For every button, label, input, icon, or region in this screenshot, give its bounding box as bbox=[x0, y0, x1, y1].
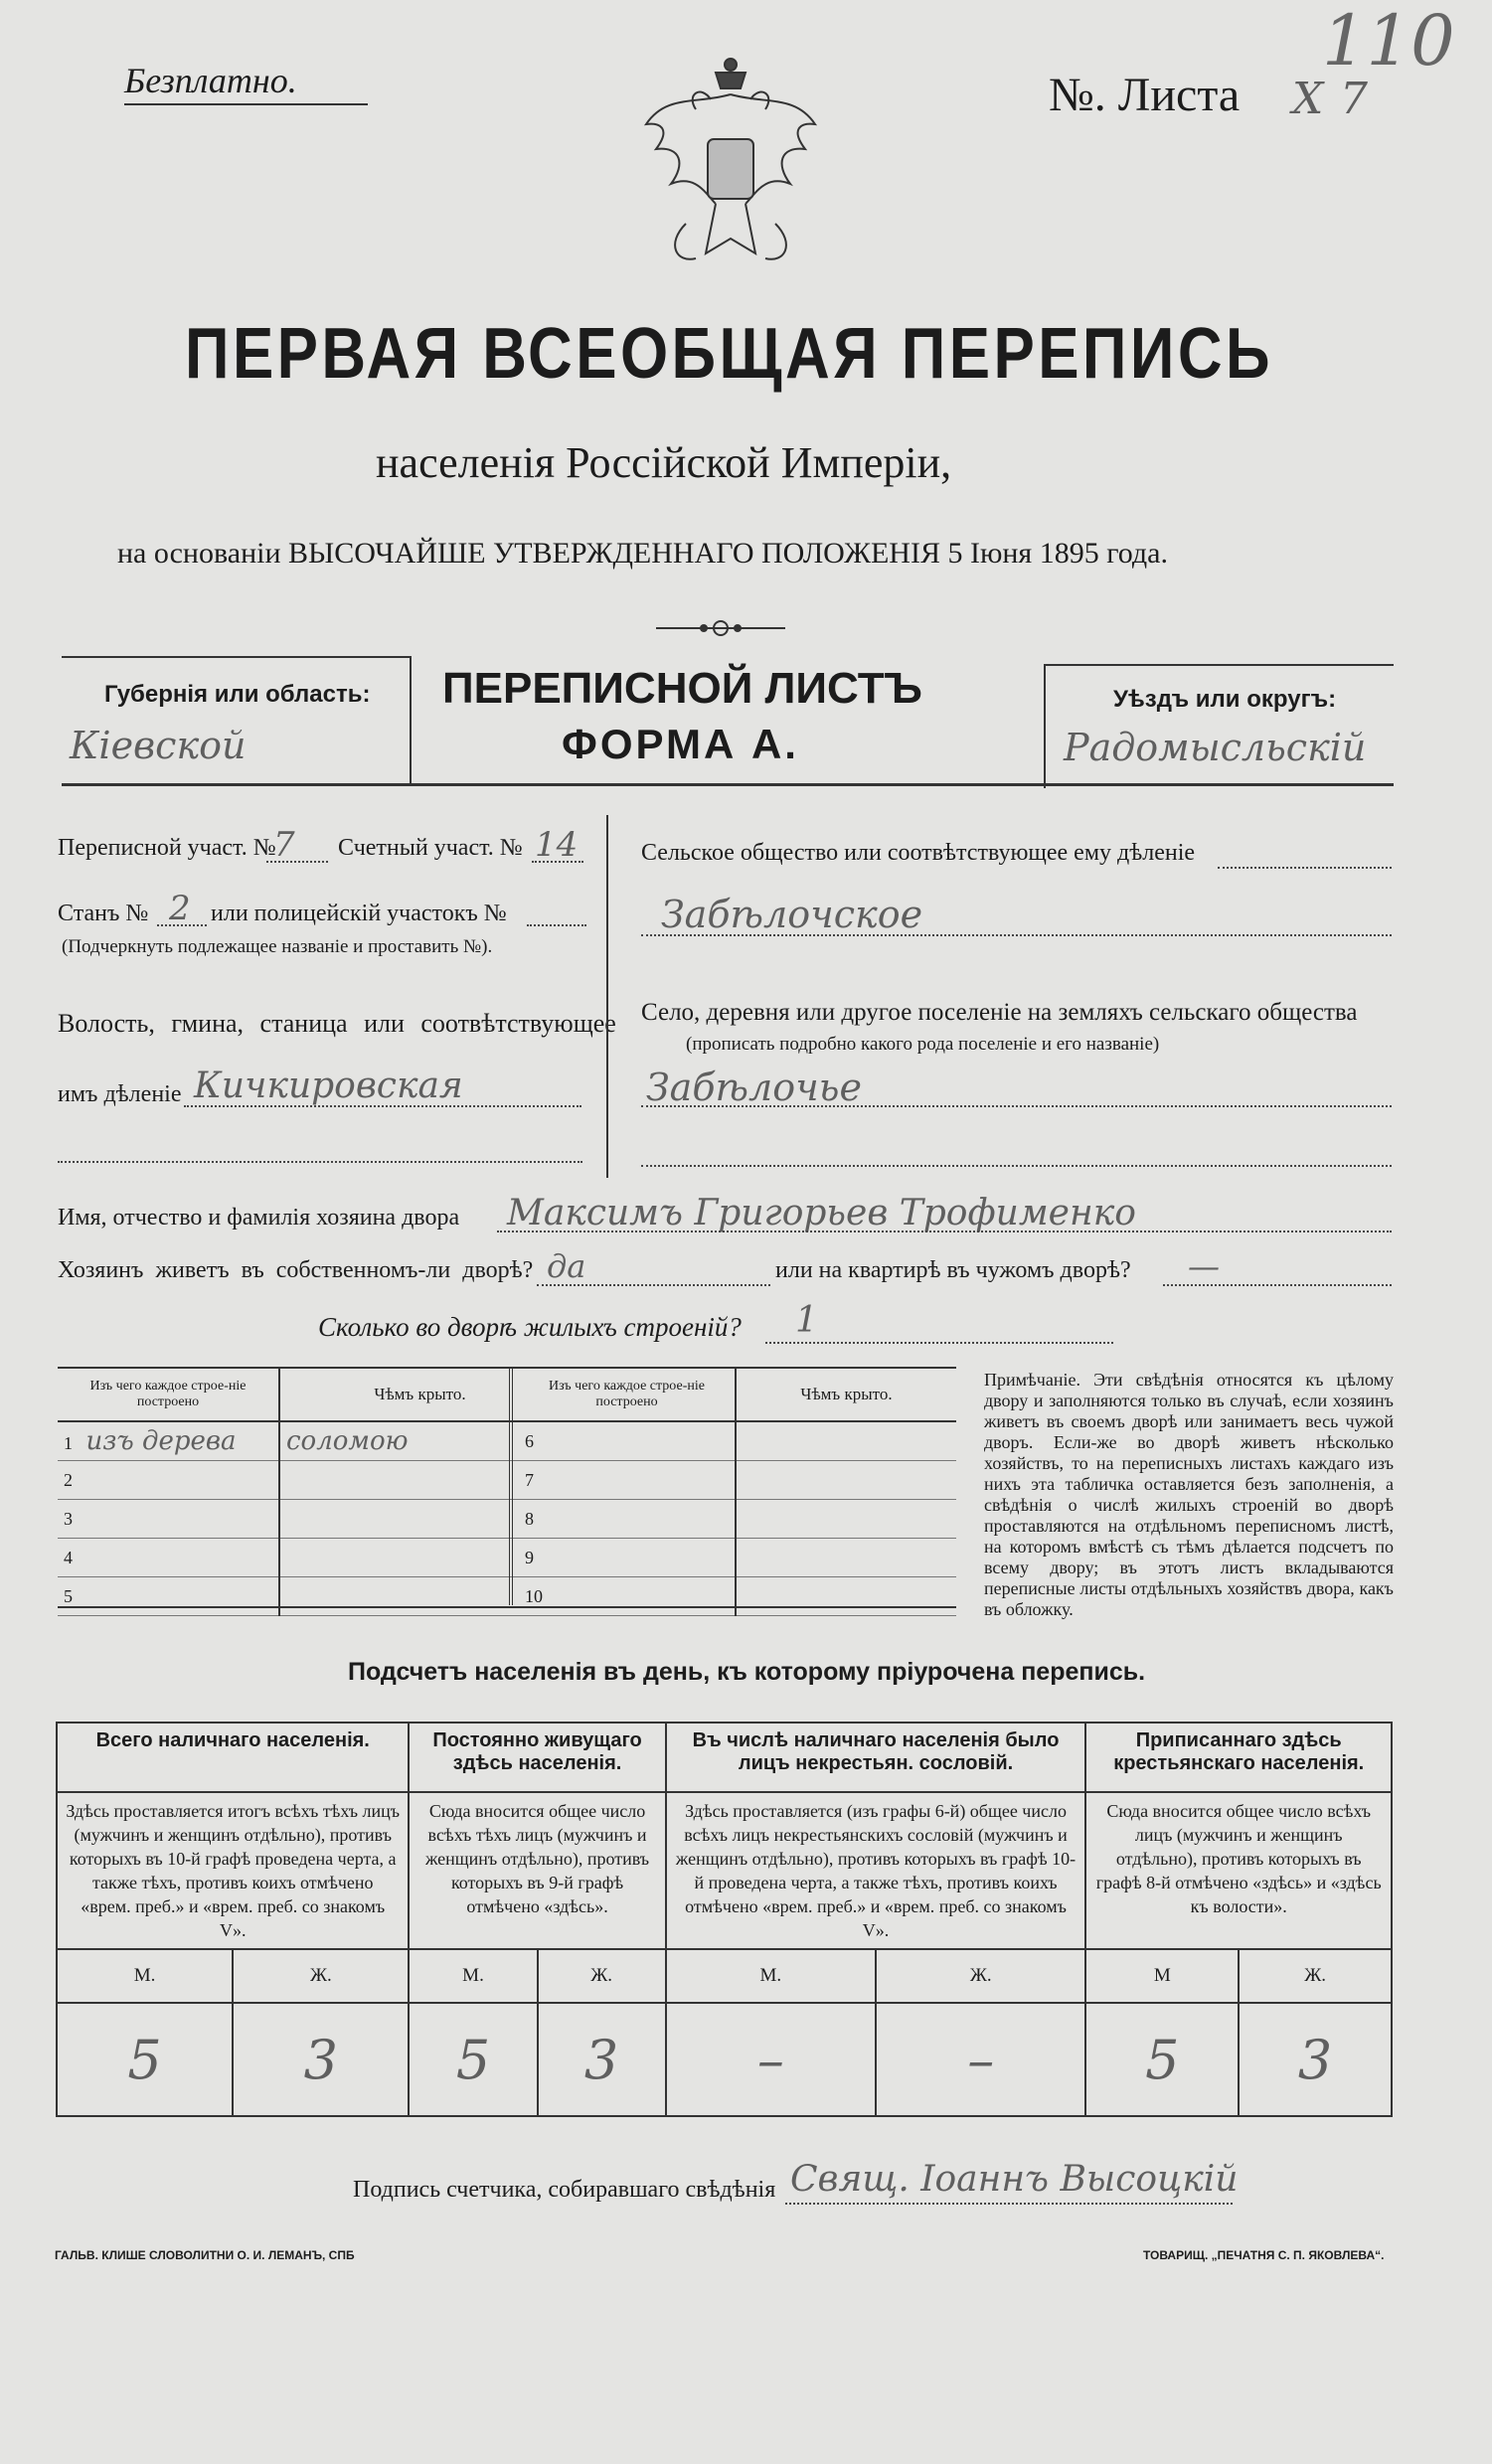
society-value: Забѣлочское bbox=[661, 893, 923, 936]
male-header: М. bbox=[409, 1949, 537, 2003]
fields-divider bbox=[606, 815, 608, 1178]
free-label: Безплатно. bbox=[124, 61, 297, 100]
own-yard-label: Хозяинъ живетъ въ собственномъ-ли дворѣ? bbox=[58, 1257, 534, 1283]
free-underline bbox=[124, 103, 368, 105]
district-box-top bbox=[1044, 664, 1394, 666]
owner-name-line bbox=[497, 1231, 1392, 1232]
footer-left: ГАЛЬВ. КЛИШЕ СЛОВОЛИТНИ О. И. ЛЕМАНЪ, СПБ bbox=[55, 2248, 355, 2262]
village-label: Село, деревня или другое поселеніе на земляхъ сельскаго общества bbox=[641, 999, 1358, 1026]
count-section-value: 14 bbox=[535, 825, 579, 865]
census-section-value: 7 bbox=[273, 825, 295, 865]
owner-name-value: Максимъ Григорьев Трофименко bbox=[507, 1193, 1136, 1233]
row-number: 10 bbox=[519, 1577, 736, 1616]
assigned-female-value: 3 bbox=[1239, 2003, 1392, 2116]
sheet-no-label: №. Листа bbox=[1049, 69, 1241, 121]
col-material-header: Изъ чего каждое строе-ніе построено bbox=[519, 1369, 736, 1421]
row-number: 2 bbox=[58, 1461, 279, 1500]
building-row bbox=[58, 1421, 560, 1461]
province-box-right bbox=[410, 656, 412, 785]
row-roof: соломою bbox=[279, 1421, 560, 1461]
row-material: изъ дерева bbox=[85, 1426, 237, 1456]
total-female-value: 3 bbox=[233, 2003, 409, 2116]
sheet-no-extra: 7 bbox=[1340, 74, 1368, 124]
society-label: Сельское общество или соотвѣтствующее ему дѣленіе bbox=[641, 840, 1196, 866]
buildings-label: Сколько во дворѣ жилыхъ строеній? bbox=[318, 1312, 742, 1342]
buildings-table-right bbox=[519, 1367, 956, 1616]
buildings-table-bottom bbox=[58, 1606, 956, 1608]
total-male-value: 5 bbox=[57, 2003, 233, 2116]
signature-value: Свящ. Іоаннъ Высоцкій bbox=[790, 2159, 1239, 2200]
noncrest-female-value: – bbox=[876, 2003, 1085, 2116]
own-yard-line bbox=[537, 1284, 770, 1286]
population-heading: Подсчетъ населенія въ день, къ которому пріурочена перепись. bbox=[348, 1658, 1146, 1686]
district-value: Радомысльскій bbox=[1064, 726, 1367, 769]
col-material-header: Изъ чего каждое строе-ніе построено bbox=[58, 1369, 279, 1421]
stan-note: (Подчеркнуть подлежащее названіе и проставить №). bbox=[62, 936, 493, 957]
row-number: 9 bbox=[519, 1539, 736, 1577]
col-permanent-title: Постоянно живущаго здѣсь населенія. bbox=[409, 1723, 665, 1792]
census-section-label: Переписной участ. № bbox=[58, 835, 276, 861]
rented-value: — bbox=[1188, 1247, 1220, 1285]
row-number: 4 bbox=[58, 1539, 279, 1577]
female-header: Ж. bbox=[876, 1949, 1085, 2003]
village-value: Забѣлочье bbox=[646, 1066, 862, 1109]
buildings-table-separator bbox=[509, 1367, 513, 1605]
sheet-no-value: X bbox=[1292, 74, 1324, 124]
population-table bbox=[56, 1722, 1393, 2117]
female-header: Ж. bbox=[233, 1949, 409, 2003]
row-number: 3 bbox=[58, 1500, 279, 1539]
col-total-title: Всего наличнаго населенія. bbox=[57, 1723, 409, 1792]
building-row bbox=[58, 1500, 560, 1539]
noncrest-male-value: – bbox=[666, 2003, 876, 2116]
building-row bbox=[519, 1461, 956, 1500]
col-roof-header: Чѣмъ крыто. bbox=[279, 1369, 560, 1421]
subtitle: населенія Россійской Имперіи, bbox=[376, 438, 952, 487]
row-number: 5 bbox=[58, 1577, 279, 1616]
permanent-female-value: 3 bbox=[538, 2003, 666, 2116]
permanent-male-value: 5 bbox=[409, 2003, 537, 2116]
stan-value: 2 bbox=[169, 889, 191, 928]
society-line bbox=[1218, 867, 1392, 869]
ornament-divider bbox=[656, 616, 785, 640]
volost-line bbox=[184, 1105, 581, 1107]
stan-label: Станъ № bbox=[58, 901, 149, 926]
rented-line bbox=[1163, 1284, 1392, 1286]
village-line-2 bbox=[641, 1165, 1392, 1167]
buildings-value: 1 bbox=[795, 1300, 818, 1341]
district-box-left bbox=[1044, 664, 1046, 788]
col-permanent-desc: Сюда вносится общее число всѣхъ тѣхъ лицъ (мужчинъ и женщинъ отдѣльно), противъ которыхъ въ 9-й графѣ отмѣчено «здѣсь». bbox=[409, 1792, 665, 1949]
building-row bbox=[58, 1577, 560, 1616]
buildings-table-left bbox=[58, 1367, 560, 1616]
building-row bbox=[58, 1539, 560, 1577]
building-row bbox=[519, 1421, 956, 1461]
province-value: Кіевской bbox=[70, 724, 247, 767]
owner-name-label: Имя, отчество и фамилія хозяина двора bbox=[58, 1205, 460, 1231]
police-label: или полицейскій участокъ № bbox=[211, 901, 507, 926]
footer-right: ТОВАРИЩ. „ПЕЧАТНЯ С. П. ЯКОВЛЕВА“. bbox=[1143, 2248, 1385, 2262]
male-header: М. bbox=[57, 1949, 233, 2003]
count-section-label: Счетный участ. № bbox=[338, 835, 523, 861]
society-line-2 bbox=[641, 934, 1392, 936]
assigned-male-value: 5 bbox=[1085, 2003, 1239, 2116]
female-header: Ж. bbox=[538, 1949, 666, 2003]
archive-number: 110 bbox=[1322, 0, 1455, 82]
col-roof-header: Чѣмъ крыто. bbox=[736, 1369, 956, 1421]
building-row bbox=[519, 1577, 956, 1616]
village-note: (прописать подробно какого рода поселеніе и его названіе) bbox=[686, 1034, 1160, 1055]
own-yard-value: да bbox=[547, 1247, 586, 1285]
male-header: М. bbox=[666, 1949, 876, 2003]
volost-line-2 bbox=[58, 1161, 582, 1163]
signature-line bbox=[785, 2203, 1233, 2205]
province-label: Губернія или область: bbox=[104, 681, 371, 708]
row-number: 6 bbox=[519, 1421, 736, 1461]
police-line bbox=[527, 924, 586, 926]
building-row bbox=[519, 1539, 956, 1577]
form-letter: ФОРМА А. bbox=[562, 721, 799, 767]
rented-label: или на квартирѣ въ чужомъ дворѣ? bbox=[775, 1257, 1131, 1283]
header-rule bbox=[62, 783, 1394, 786]
volost-label-2: имъ дѣленіе bbox=[58, 1081, 182, 1107]
col-assigned-desc: Сюда вносится общее число всѣхъ лицъ (мужчинъ и женщинъ отдѣльно), противъ которыхъ въ графѣ 8-й отмѣчено «здѣсь» и «здѣсь къ волости». bbox=[1085, 1792, 1392, 1949]
volost-label: Волость, гмина, станица или соотвѣтствующее bbox=[58, 1009, 616, 1038]
col-noncrest-desc: Здѣсь проставляется (изъ графы 6-й) общее число всѣхъ лицъ некрестьянскихъ сословій (мужчинъ и женщинъ отдѣльно), противъ которыхъ въ графѣ 10-й проведена черта, а также тѣхъ, противъ коихъ отмѣчено «врем. преб.» и «врем. преб. со знакомъ V». bbox=[666, 1792, 1086, 1949]
volost-value: Кичкировская bbox=[194, 1066, 463, 1106]
buildings-line bbox=[765, 1342, 1113, 1344]
signature-label: Подпись счетчика, собиравшаго свѣдѣнія bbox=[353, 2177, 776, 2203]
col-assigned-title: Приписаннаго здѣсь крестьянскаго населенія. bbox=[1085, 1723, 1392, 1792]
female-header: Ж. bbox=[1239, 1949, 1392, 2003]
row-number: 8 bbox=[519, 1500, 736, 1539]
male-header: М bbox=[1085, 1949, 1239, 2003]
row-number: 7 bbox=[519, 1461, 736, 1500]
col-noncrest-title: Въ числѣ наличнаго населенія было лицъ некрестьян. сословій. bbox=[666, 1723, 1086, 1792]
province-box-top bbox=[62, 656, 412, 658]
form-title: ПЕРЕПИСНОЙ ЛИСТЪ bbox=[442, 664, 922, 713]
district-label: Уѣздъ или округъ: bbox=[1113, 686, 1337, 713]
row-number: 1 bbox=[64, 1433, 73, 1453]
legal-basis: на основаніи ВЫСОЧАЙШЕ УТВЕРЖДЕННАГО ПОЛОЖЕНІЯ 5 Іюня 1895 года. bbox=[117, 537, 1168, 570]
buildings-note: Примѣчаніе. Эти свѣдѣнія относятся къ цѣлому двору и заполняются только въ случаѣ, если хозяинъ живетъ въ своемъ дворѣ или занимаетъ весь чужой дворъ. Если-же во дворѣ живетъ нѣсколько хозяйствъ, то на переписныхъ листахъ каждаго изъ нихъ эта табличка оставляется безъ заполненія, а свѣдѣнія о числѣ жилыхъ строеній во дворѣ проставляются на отдѣльномъ переписномъ листѣ, на которомъ вмѣстѣ съ тѣмъ дѣлается подсчетъ по всему двору; въ этотъ листъ вкладываются переписные листы отдѣльныхъ хозяйствъ двора, какъ въ обложку. bbox=[984, 1370, 1394, 1619]
building-row bbox=[58, 1461, 560, 1500]
main-title: ПЕРВАЯ ВСЕОБЩАЯ ПЕРЕПИСЬ bbox=[185, 314, 1273, 394]
double-headed-eagle-emblem bbox=[626, 55, 835, 288]
village-line bbox=[641, 1105, 1392, 1107]
col-total-desc: Здѣсь проставляется итогъ всѣхъ тѣхъ лицъ (мужчинъ и женщинъ отдѣльно), противъ которыхъ въ 10-й графѣ проведена черта, а также тѣхъ, противъ коихъ отмѣчено «врем. преб.» и «врем. преб. со знакомъ V». bbox=[57, 1792, 409, 1949]
building-row bbox=[519, 1500, 956, 1539]
